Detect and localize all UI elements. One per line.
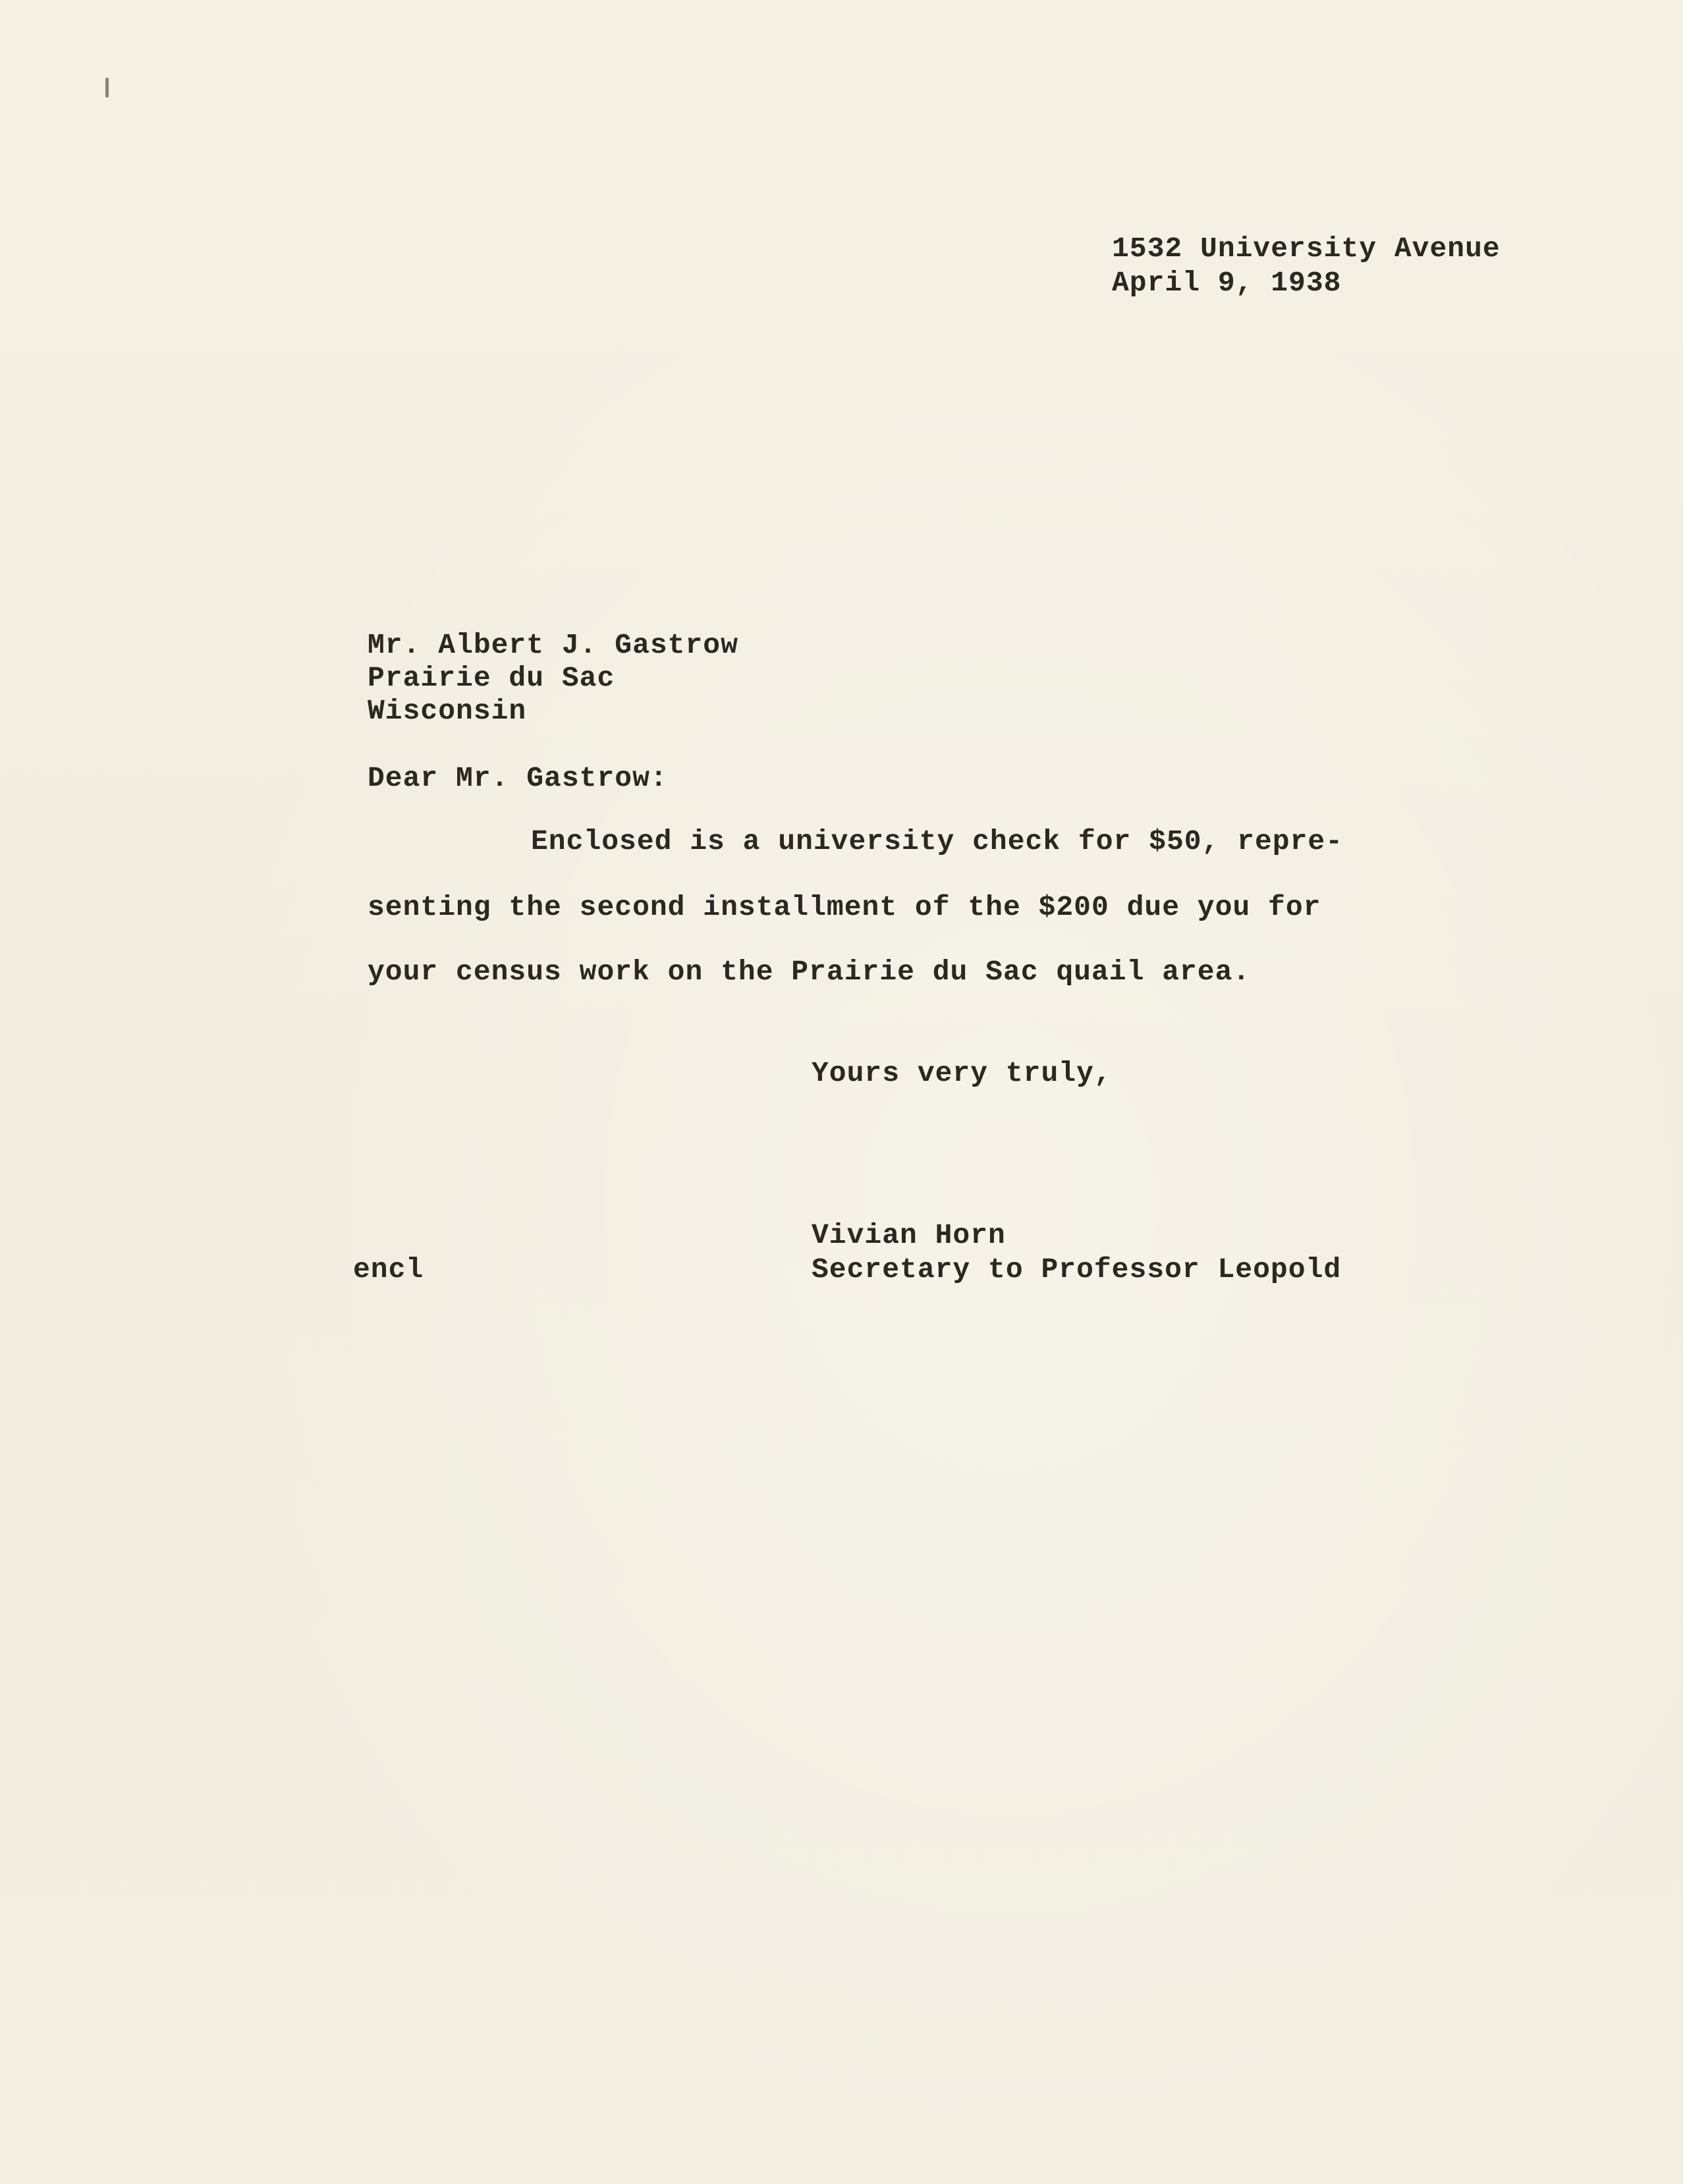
paper-speck <box>105 78 109 97</box>
closing: Yours very truly, <box>812 1057 1112 1089</box>
return-address: 1532 University Avenue <box>1112 232 1501 265</box>
signature-title: Secretary to Professor Leopold <box>812 1253 1342 1286</box>
letter-date: April 9, 1938 <box>1112 267 1342 299</box>
recipient-name: Mr. Albert J. Gastrow <box>368 629 738 661</box>
body-line-2: senting the second installment of the $200 due you for <box>368 891 1321 923</box>
body-line-3: your census work on the Prairie du Sac quail area. <box>368 956 1251 988</box>
recipient-city: Prairie du Sac <box>368 662 615 694</box>
enclosure-note: encl <box>353 1253 424 1286</box>
recipient-state: Wisconsin <box>368 695 527 727</box>
body-line-1: Enclosed is a university check for $50, repre- <box>531 825 1343 858</box>
salutation: Dear Mr. Gastrow: <box>368 762 668 794</box>
signature-name: Vivian Horn <box>812 1219 1006 1251</box>
